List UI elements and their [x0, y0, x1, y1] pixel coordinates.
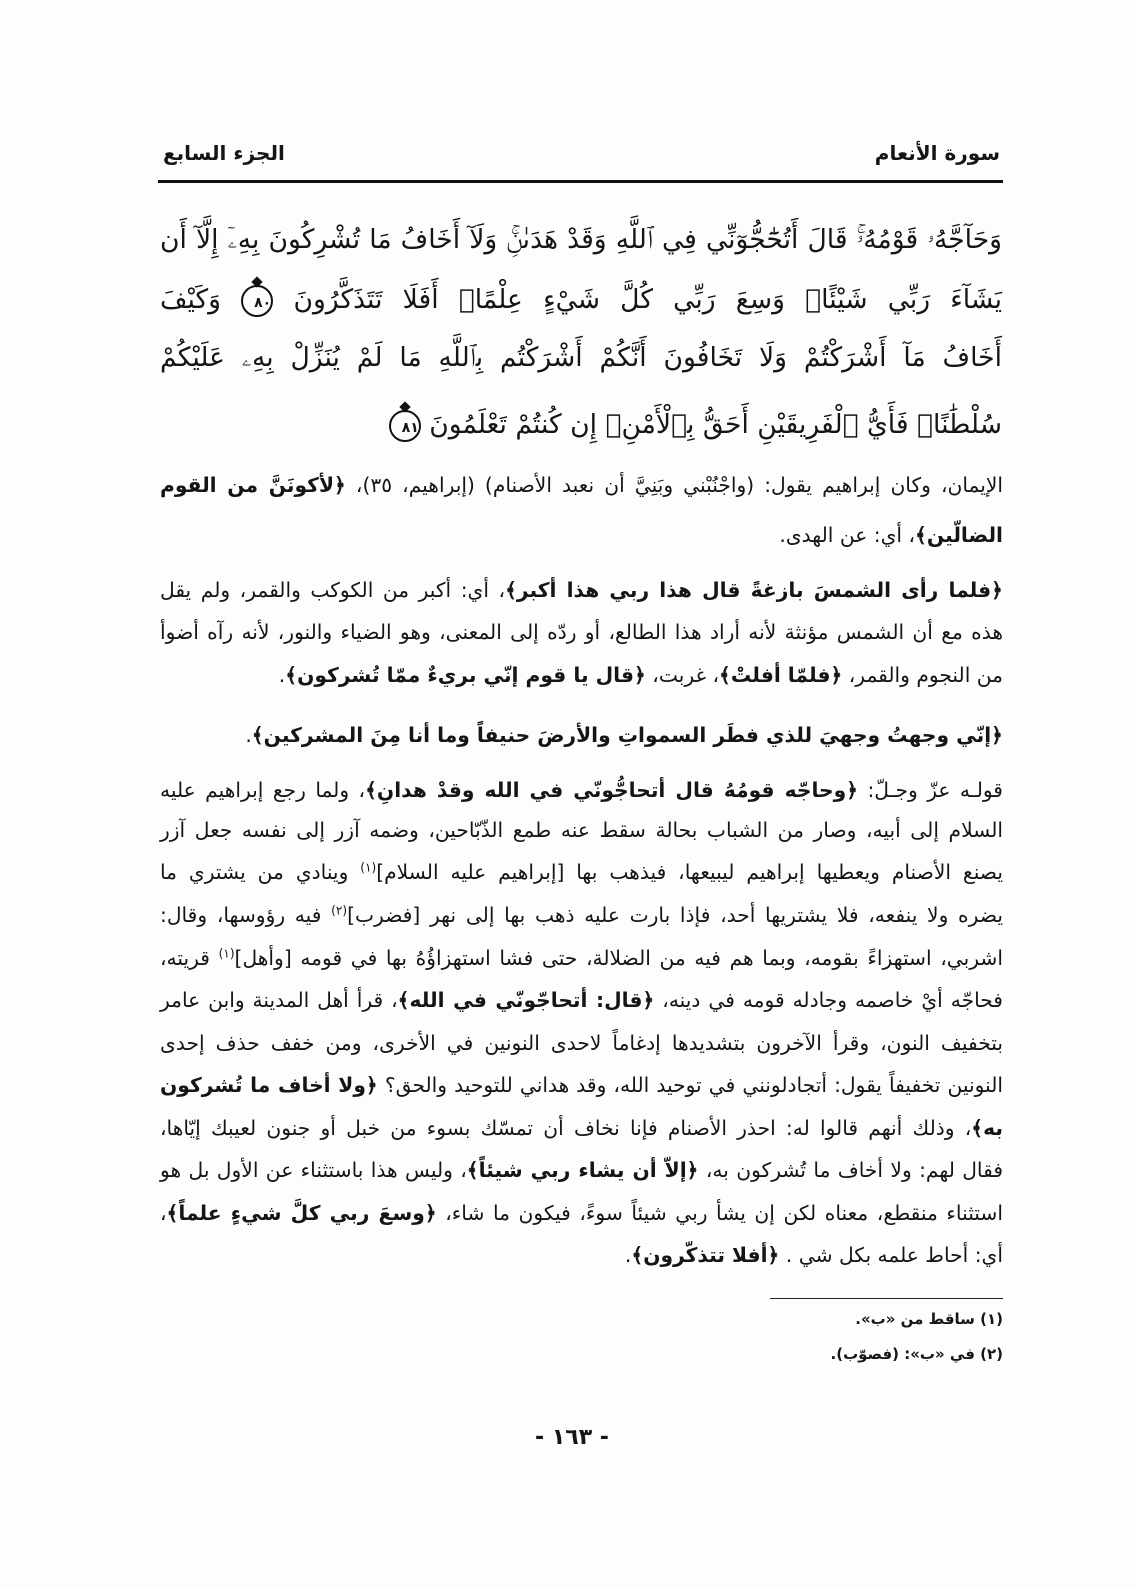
line-text [160, 620, 1003, 644]
text-segment: سُلْطَٰنًاۚ فَأَيُّ ٱلْفَرِيقَيْنِ أَحَقُّ بِٱلْأَمْنِۖ إِن كُنتُمْ تَعْلَمُونَ [429, 409, 1002, 440]
text-segment: وَكَيْفَ [160, 284, 222, 315]
text-segment: الإيمان، وكان إبراهيم يقول: (واجْنُبْني وبَنِيَّ أن نعبد الأصنام) (إبراهيم، ٣٥)، [345, 473, 1003, 497]
line-text [160, 903, 1003, 927]
line-text [245, 723, 1003, 747]
commentary-line [160, 980, 1003, 1020]
text-segment: . [245, 723, 252, 747]
commentary-line [160, 938, 1003, 978]
footnote-reference: (٢) [331, 903, 348, 918]
footnote-rule [770, 1298, 1003, 1299]
footnote-1: (١) ساقط من «ب». [855, 1310, 1003, 1328]
quran-line [160, 395, 1002, 455]
commentary-line [160, 1235, 1003, 1275]
line-text [160, 578, 1003, 602]
header-rule [158, 180, 1003, 183]
text-segment: استثناء منقطع، معناه لكن إن يشأ ربي شيئاً سوءً، فيكون ما شاء، [436, 1201, 1003, 1225]
line-text [160, 1031, 1003, 1055]
ayah-number-marker: ٨١ [389, 410, 421, 442]
text-segment: قريته، [160, 946, 219, 970]
line-text [160, 224, 1002, 255]
quran-quotation: ﴿وسعَ ربي كلَّ شيءٍ علماً﴾ [166, 1201, 437, 1225]
commentary-line [160, 655, 1003, 695]
text-segment: ، [160, 1201, 167, 1225]
text-segment: من النجوم والقمر، [842, 663, 1003, 687]
line-text [625, 1243, 1003, 1267]
ayah-number-marker: ٨٠ [241, 285, 273, 317]
quran-quotation: ﴿فلما رأى الشمسَ بازغةً قال هذا ربي هذا أكبر﴾ [505, 578, 1004, 602]
commentary-line [160, 895, 1003, 935]
quran-quotation: ﴿ولا أخاف ما تُشركون [160, 1073, 378, 1097]
line-text [160, 988, 1003, 1012]
line-text [389, 409, 1002, 440]
quran-quotation: ﴿قال يا قوم إنّي بريءٌ ممّا تُشركون﴾ [285, 663, 646, 687]
page-number: - ١٦٣ - [535, 1425, 609, 1450]
quran-quotation: ﴿لأكونَنَّ من القوم [160, 473, 346, 497]
quran-line [160, 270, 1002, 330]
commentary-line [160, 1193, 1003, 1233]
commentary-line [160, 1108, 1003, 1148]
surah-name: سورة الأنعام [874, 141, 1000, 165]
text-segment: يصنع الأصنام ويعطيها إبراهيم ليبيعها، فيذهب بها [إبراهيم عليه السلام] [376, 860, 1003, 884]
quran-quotation: ﴿إنّي وجهتُ وجهيَ للذي فطَر السمواتِ والأرضَ حنيفاً وما أنا مِنَ المشركين﴾ [251, 723, 1003, 747]
commentary-line [160, 1023, 1003, 1063]
footnote-reference: (١) [360, 860, 377, 875]
text-segment: أي: أحاط علمه بكل شي . [779, 1243, 1003, 1267]
quran-quotation: ﴿إلاّ أن يشاء ربي شيئاً﴾ [466, 1158, 699, 1182]
text-segment: ، غربت، [645, 663, 720, 687]
text-segment: هذه مع أن الشمس مؤنثة لأنه أراد هذا الطالع، أو ردّه إلى المعنى، وهو الضياء والنور، لأنه رآه أضوأ [160, 620, 1003, 644]
line-text [160, 946, 1003, 970]
text-segment: . [278, 663, 286, 687]
commentary-line [160, 1150, 1003, 1190]
text-segment: ، ولما رجع إبراهيم عليه [160, 778, 366, 802]
line-text [160, 1073, 1003, 1097]
quran-line [160, 210, 1002, 270]
text-segment: فيه رؤوسها، وقال: [160, 903, 332, 927]
quran-quotation: الضالّين﴾ [915, 523, 1003, 547]
commentary-line [160, 515, 1003, 555]
text-segment: يضره ولا ينفعه، فلا يشتريها أحد، فإذا بارت عليه ذهب بها إلى نهر [فضرب] [347, 903, 1003, 927]
line-text [160, 473, 1003, 497]
text-segment: بتخفيف النون، وقرأ الآخرون بتشديدها إدغاماً لاحدى النونين في الأخرى، ومن خفف حذف إحدى [160, 1031, 1003, 1055]
commentary-line [160, 810, 1003, 850]
text-segment: النونين تخفيفاً يقول: أتجادلونني في توحيد الله، وقد هداني للتوحيد والحق؟ [377, 1073, 1003, 1097]
line-text [160, 818, 1003, 842]
commentary-line [160, 715, 1003, 755]
text-segment: ، أي: عن الهدى. [779, 523, 915, 547]
commentary-line [160, 852, 1003, 892]
text-segment: ، وذلك أنهم قالوا له: احذر الأصنام فإنا نخاف أن تمسّك بسوء من خبل أو جنون لعيبك إيّاها، [160, 1116, 972, 1140]
line-text [779, 523, 1003, 547]
text-segment: وينادي من يشتري ما [160, 860, 361, 884]
text-segment: أَخَافُ مَآ أَشْرَكْتُمْ وَلَا تَخَافُونَ أَنَّكُمْ أَشْرَكْتُم بِٱللَّهِ مَا لَمْ يُنَزِّلْ بِهِۦ عَلَيْكُمْ [160, 342, 1002, 373]
commentary-line [160, 612, 1003, 652]
commentary-line [160, 570, 1003, 610]
text-segment: ، وليس هذا باستثناء عن الأول بل هو [160, 1158, 467, 1182]
text-segment: اشربي، استهزاءً بقومه، وبما هم فيه من الضلالة، حتى فشا استهزاؤُهُ بها في قومه [وأهل] [234, 946, 1003, 970]
commentary-line [160, 465, 1003, 505]
text-segment: قولـه عزّ وجـلّ: [858, 778, 1003, 802]
text-segment: فحاجّه أيْ خاصمه وجادله قومه في دينه، [654, 988, 1003, 1012]
line-text [279, 663, 1003, 687]
quran-quotation: ﴿فلمّا أفلتْ﴾ [719, 663, 843, 687]
line-text [160, 1158, 1003, 1182]
part-name: الجزء السابع [163, 141, 285, 165]
quran-quotation: ﴿قال: أتحاجّونّي في الله﴾ [397, 988, 655, 1012]
line-text [160, 1116, 1003, 1140]
line-text [160, 284, 1002, 315]
text-segment: يَشَآءَ رَبِّي شَيْئًاۗ وَسِعَ رَبِّي كُلَّ شَيْءٍ عِلْمًاۚ أَفَلَا تَتَذَكَّرُونَ [293, 284, 1003, 315]
text-segment: ، أي: أكبر من الكوكب والقمر، ولم يقل [160, 578, 506, 602]
quran-quotation: ﴿أفلا تتذكّرون﴾ [631, 1243, 780, 1267]
text-segment: السلام إلى أبيه، وصار من الشباب بحالة سقط عنه طمع الذّبّاحين، وضمه آزر إلى نفسه جعل آزر [160, 818, 1003, 842]
footnote-2: (٢) في «ب»: (فصوّب). [830, 1345, 1003, 1363]
text-segment: ، قرأ أهل المدينة وابن عامر [160, 988, 398, 1012]
line-text [160, 342, 1002, 373]
quran-quotation: به﴾ [971, 1116, 1003, 1140]
line-text [160, 778, 1003, 802]
commentary-line [160, 1065, 1003, 1105]
text-segment: فقال لهم: ولا أخاف ما تُشركون به، [698, 1158, 1004, 1182]
text-segment: . [624, 1243, 632, 1267]
footnote-reference: (١) [218, 946, 235, 961]
quran-quotation: ﴿وحاجّه قومُهُ قال أتحاجُّونّي في الله وقدْ هدانِ﴾ [365, 778, 859, 802]
line-text [160, 860, 1003, 884]
line-text [160, 1201, 1003, 1225]
commentary-line [160, 770, 1003, 810]
text-segment: وَحَآجَّهُۥ قَوْمُهُۥۚ قَالَ أَتُحَٰٓجُّوٓنِّي فِي ٱللَّهِ وَقَدْ هَدَىٰنِۚ وَلَآ أَخَافُ مَا تُشْرِكُونَ بِهِۦٓ إِلَّآ أَن [160, 224, 1002, 255]
quran-line [160, 328, 1002, 388]
